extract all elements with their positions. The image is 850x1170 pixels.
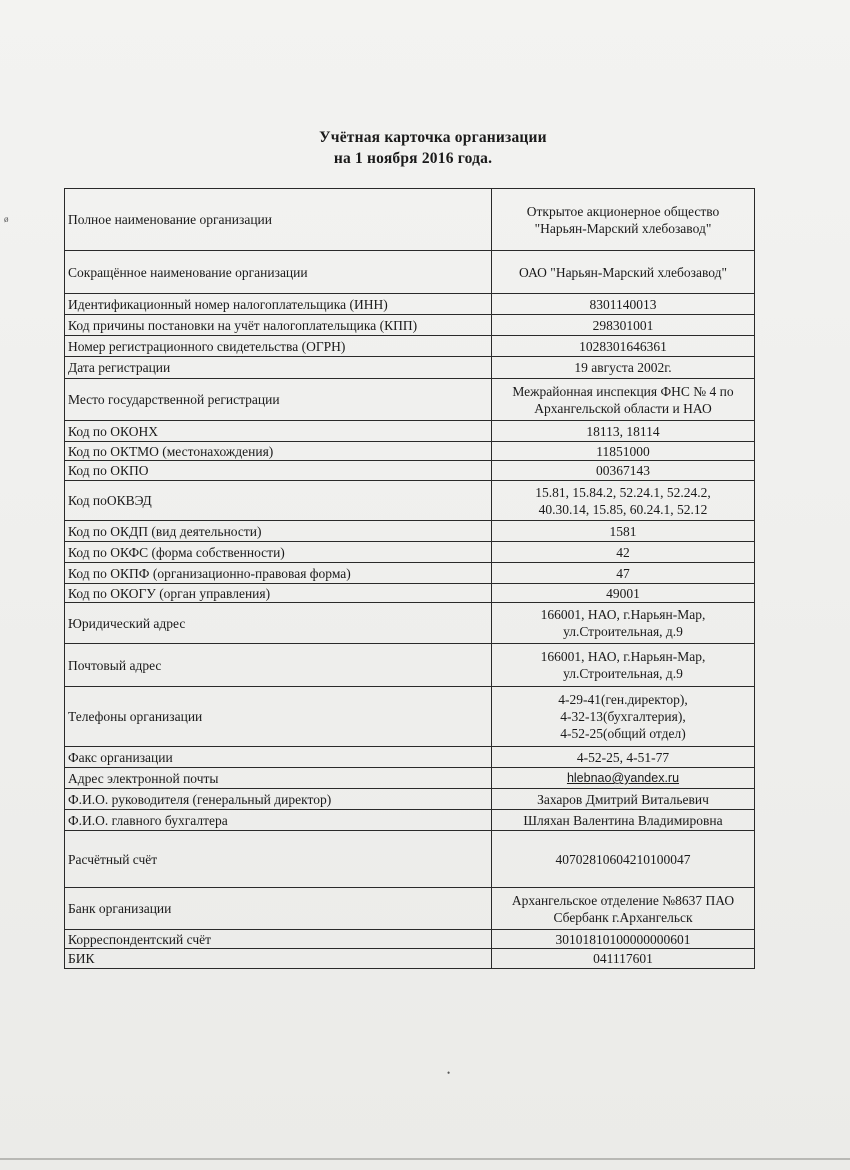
- table-row: [65, 930, 755, 949]
- field-label: Код по ОКТМО (местонахождения): [65, 442, 492, 461]
- field-label: Ф.И.О. руководителя (генеральный директор): [65, 789, 492, 810]
- field-value: 15.81, 15.84.2, 52.24.1, 52.24.2, 40.30.14, 15.85, 60.24.1, 52.12: [492, 481, 755, 521]
- field-value: 1581: [492, 521, 755, 542]
- field-label: Номер регистрационного свидетельства (ОГРН): [65, 336, 492, 357]
- table-row: [65, 810, 755, 831]
- field-label: Адрес электронной почты: [65, 768, 492, 789]
- table-row: [65, 831, 755, 888]
- field-label: Юридический адрес: [65, 603, 492, 644]
- table-row: [65, 747, 755, 768]
- table-row: [65, 461, 755, 481]
- field-value: 47: [492, 563, 755, 584]
- field-value: 00367143: [492, 461, 755, 481]
- table-row: [65, 294, 755, 315]
- scan-mark: ø: [4, 214, 9, 224]
- table-row: [65, 421, 755, 442]
- field-label: Идентификационный номер налогоплательщика (ИНН): [65, 294, 492, 315]
- field-value: 8301140013: [492, 294, 755, 315]
- document-title: Учётная карточка организации: [319, 129, 547, 146]
- field-value: 49001: [492, 584, 755, 603]
- field-label: Место государственной регистрации: [65, 379, 492, 421]
- organization-card-table: [64, 188, 755, 969]
- field-value: 298301001: [492, 315, 755, 336]
- table-row: [65, 603, 755, 644]
- field-value: 4-29-41(ген.директор), 4-32-13(бухгалтерия), 4-52-25(общий отдел): [492, 687, 755, 747]
- field-value: 40702810604210100047: [492, 831, 755, 888]
- field-value: 1028301646361: [492, 336, 755, 357]
- field-value: 30101810100000000601: [492, 930, 755, 949]
- field-label: Код причины постановки на учёт налогоплательщика (КПП): [65, 315, 492, 336]
- field-value: 041117601: [492, 949, 755, 969]
- table-row: [65, 315, 755, 336]
- table-row: [65, 251, 755, 294]
- field-label: Код по ОКОГУ (орган управления): [65, 584, 492, 603]
- field-value: 166001, НАО, г.Нарьян-Мар, ул.Строительная, д.9: [492, 644, 755, 687]
- field-label: Расчётный счёт: [65, 831, 492, 888]
- field-value: 18113, 18114: [492, 421, 755, 442]
- table-row: [65, 644, 755, 687]
- table-row: [65, 563, 755, 584]
- field-label: Код поОКВЭД: [65, 481, 492, 521]
- email-link[interactable]: hlebnao@yandex.ru: [566, 771, 680, 785]
- table-row: [65, 189, 755, 251]
- field-value: [492, 768, 755, 789]
- field-value: Шляхан Валентина Владимировна: [492, 810, 755, 831]
- table-row: [65, 521, 755, 542]
- table-row: [65, 481, 755, 521]
- field-value: 19 августа 2002г.: [492, 357, 755, 379]
- field-label: Код по ОКДП (вид деятельности): [65, 521, 492, 542]
- field-label: Ф.И.О. главного бухгалтера: [65, 810, 492, 831]
- field-label: Код по ОКОНХ: [65, 421, 492, 442]
- field-label: Почтовый адрес: [65, 644, 492, 687]
- scan-mark: •: [447, 1068, 451, 1078]
- document-date: на 1 ноября 2016 года.: [333, 150, 493, 167]
- table-row: [65, 379, 755, 421]
- field-value: Межрайонная инспекция ФНС № 4 по Архангельской области и НАО: [492, 379, 755, 421]
- field-value: 11851000: [492, 442, 755, 461]
- page-edge: [0, 1158, 850, 1160]
- field-label: Телефоны организации: [65, 687, 492, 747]
- table-row: [65, 542, 755, 563]
- field-value: 4-52-25, 4-51-77: [492, 747, 755, 768]
- field-label: Сокращённое наименование организации: [65, 251, 492, 294]
- field-value: Открытое акционерное общество "Нарьян-Марский хлебозавод": [492, 189, 755, 251]
- field-value: ОАО "Нарьян-Марский хлебозавод": [492, 251, 755, 294]
- field-label: Код по ОКФС (форма собственности): [65, 542, 492, 563]
- field-label: Код по ОКПФ (организационно-правовая форма): [65, 563, 492, 584]
- table-row: [65, 888, 755, 930]
- table-row: [65, 442, 755, 461]
- field-value: Захаров Дмитрий Витальевич: [492, 789, 755, 810]
- field-label: Корреспондентский счёт: [65, 930, 492, 949]
- field-label: БИК: [65, 949, 492, 969]
- table-row: [65, 687, 755, 747]
- table-row: [65, 336, 755, 357]
- field-label: Дата регистрации: [65, 357, 492, 379]
- field-value: 42: [492, 542, 755, 563]
- field-label: Банк организации: [65, 888, 492, 930]
- field-label: Код по ОКПО: [65, 461, 492, 481]
- table-row: [65, 768, 755, 789]
- table-row: [65, 357, 755, 379]
- table-row: [65, 789, 755, 810]
- field-value: Архангельское отделение №8637 ПАО Сбербанк г.Архангельск: [492, 888, 755, 930]
- field-value: 166001, НАО, г.Нарьян-Мар, ул.Строительная, д.9: [492, 603, 755, 644]
- field-label: Полное наименование организации: [65, 189, 492, 251]
- table-row: [65, 584, 755, 603]
- field-label: Факс организации: [65, 747, 492, 768]
- table-row: [65, 949, 755, 969]
